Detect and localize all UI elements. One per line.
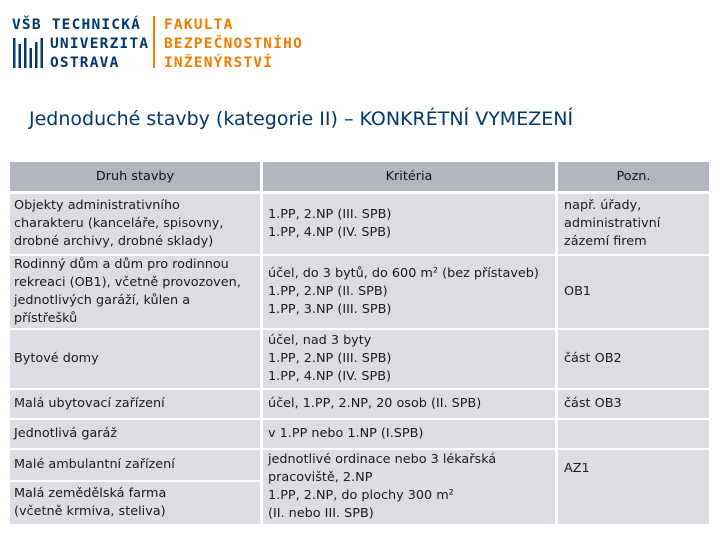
university-name [12, 16, 150, 73]
faculty-line: INŽENÝRSTVÍ [164, 55, 274, 71]
criteria-cell [263, 390, 555, 418]
type-text: Jednotlivá garáž [14, 426, 118, 441]
note-text: AZ1 [564, 461, 590, 476]
logo-bars-icon [13, 38, 43, 68]
note-text: např. úřady, administrativní zázemí firem [564, 198, 661, 249]
note-text: OB1 [564, 284, 591, 299]
criteria-cell [263, 256, 555, 328]
type-cell [10, 256, 260, 328]
header-type: Druh stavby [10, 162, 260, 191]
note-cell [558, 450, 709, 524]
type-cell [10, 482, 260, 524]
type-text: Malá zemědělská farma (včetně krmiva, steliva) [14, 486, 167, 519]
criteria-cell [263, 194, 555, 254]
criteria-text: jednotlivé ordinace nebo 3 lékařská pracoviště, 2.NP 1.PP, 2.NP, do plochy 300 m² (II. nebo III. SPB) [268, 452, 497, 521]
type-cell [10, 194, 260, 254]
criteria-cell [263, 330, 555, 388]
university-line: VŠB TECHNICKÁ [12, 17, 142, 33]
note-cell [558, 256, 709, 328]
note-cell [558, 420, 709, 448]
logo-divider [153, 16, 155, 68]
criteria-text: v 1.PP nebo 1.NP (I.SPB) [268, 426, 424, 441]
criteria-cell [263, 450, 555, 524]
university-line: OSTRAVA [50, 55, 120, 71]
type-cell [10, 450, 260, 480]
criteria-cell [263, 420, 555, 448]
type-text: Rodinný dům a dům pro rodinnou rekreaci (OB1), včetně provozoven, jednotlivých garáží, kůlen a přístřešků [14, 257, 241, 326]
university-line: UNIVERZITA [50, 36, 150, 52]
type-cell [10, 420, 260, 448]
criteria-text: 1.PP, 2.NP (III. SPB) 1.PP, 4.NP (IV. SPB) [268, 207, 392, 240]
note-text: část OB2 [564, 351, 622, 366]
type-text: Malé ambulantní zařízení [14, 457, 175, 472]
note-text: část OB3 [564, 396, 622, 411]
note-cell [558, 194, 709, 254]
header-note: Pozn. [558, 162, 709, 191]
faculty-line: BEZPEČNOSTNÍHO [164, 36, 304, 52]
type-text: Objekty administrativního charakteru (kanceláře, spisovny, drobné archivy, drobné sklady) [14, 198, 224, 249]
note-cell [558, 330, 709, 388]
type-text: Bytové domy [14, 351, 99, 366]
faculty-line: FAKULTA [164, 17, 234, 33]
type-cell [10, 330, 260, 388]
criteria-text: účel, do 3 bytů, do 600 m² (bez přístaveb) 1.PP, 2.NP (II. SPB) 1.PP, 3.NP (III. SPB) [268, 266, 539, 317]
type-text: Malá ubytovací zařízení [14, 396, 165, 411]
criteria-text: účel, nad 3 byty 1.PP, 2.NP (III. SPB) 1.PP, 4.NP (IV. SPB) [268, 333, 392, 384]
note-cell [558, 390, 709, 418]
criteria-text: účel, 1.PP, 2.NP, 20 osob (II. SPB) [268, 396, 482, 411]
page-title: Jednoduché stavby (kategorie II) – KONKRÉTNÍ VYMEZENÍ [29, 108, 574, 130]
faculty-name [164, 16, 303, 73]
type-cell [10, 390, 260, 418]
header-criteria: Kritéria [263, 162, 555, 191]
